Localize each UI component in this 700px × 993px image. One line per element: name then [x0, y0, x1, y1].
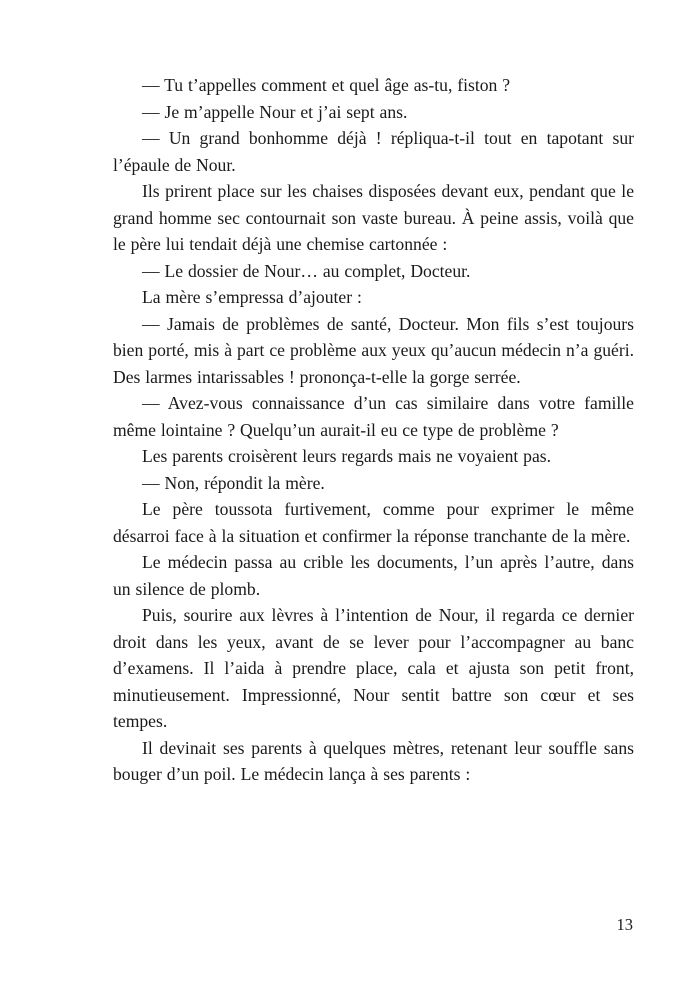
paragraph: — Avez-vous connaissance d’un cas similaire dans votre famille même lointaine ? Quelqu’un aurait-il eu ce type de problème ?	[113, 393, 634, 440]
page-number: 13	[616, 915, 633, 934]
paragraph: — Un grand bonhomme déjà ! répliqua-t-il tout en tapotant sur l’épaule de Nour.	[113, 128, 634, 175]
paragraph: — Non, répondit la mère.	[142, 472, 325, 493]
paragraph: Le père toussota furtivement, comme pour exprimer le même désarroi face à la situation et confirmer la réponse tranchante de la mère.	[113, 499, 634, 546]
paragraph: Il devinait ses parents à quelques mètres, retenant leur souffle sans bouger d’un poil. Le médecin lança à ses parents :	[113, 737, 634, 784]
paragraph: Ils prirent place sur les chaises disposées devant eux, pendant que le grand homme sec contournait son vaste bureau. À peine assis, voilà que le père lui tendait déjà une chemise cartonnée :	[113, 181, 634, 254]
paragraph: — Le dossier de Nour… au complet, Docteur.	[142, 260, 471, 281]
paragraph: Les parents croisèrent leurs regards mais ne voyaient pas.	[142, 446, 551, 466]
paragraph: La mère s’empressa d’ajouter :	[142, 287, 362, 307]
paragraph: — Je m’appelle Nour et j’ai sept ans.	[142, 101, 408, 122]
paragraph: Puis, sourire aux lèvres à l’intention de Nour, il regarda ce dernier droit dans les yeux, avant de se lever pour l’accompagner au banc d’examens. Il l’aida à prendre place, cala et ajusta son petit front, minutieusement. Impressionné, Nour sentit battre son cœur et ses tempes.	[113, 605, 634, 731]
paragraph: Le médecin passa au crible les documents, l’un après l’autre, dans un silence de plomb.	[113, 552, 634, 599]
paragraph: — Tu t’appelles comment et quel âge as-tu, fiston ?	[142, 75, 511, 95]
paragraph: — Jamais de problèmes de santé, Docteur. Mon fils s’est toujours bien porté, mis à part ce problème aux yeux qu’aucun médecin n’a guéri. Des larmes intarissables ! prononça-t-elle la gorge serrée.	[113, 313, 634, 387]
text-block	[113, 72, 634, 788]
